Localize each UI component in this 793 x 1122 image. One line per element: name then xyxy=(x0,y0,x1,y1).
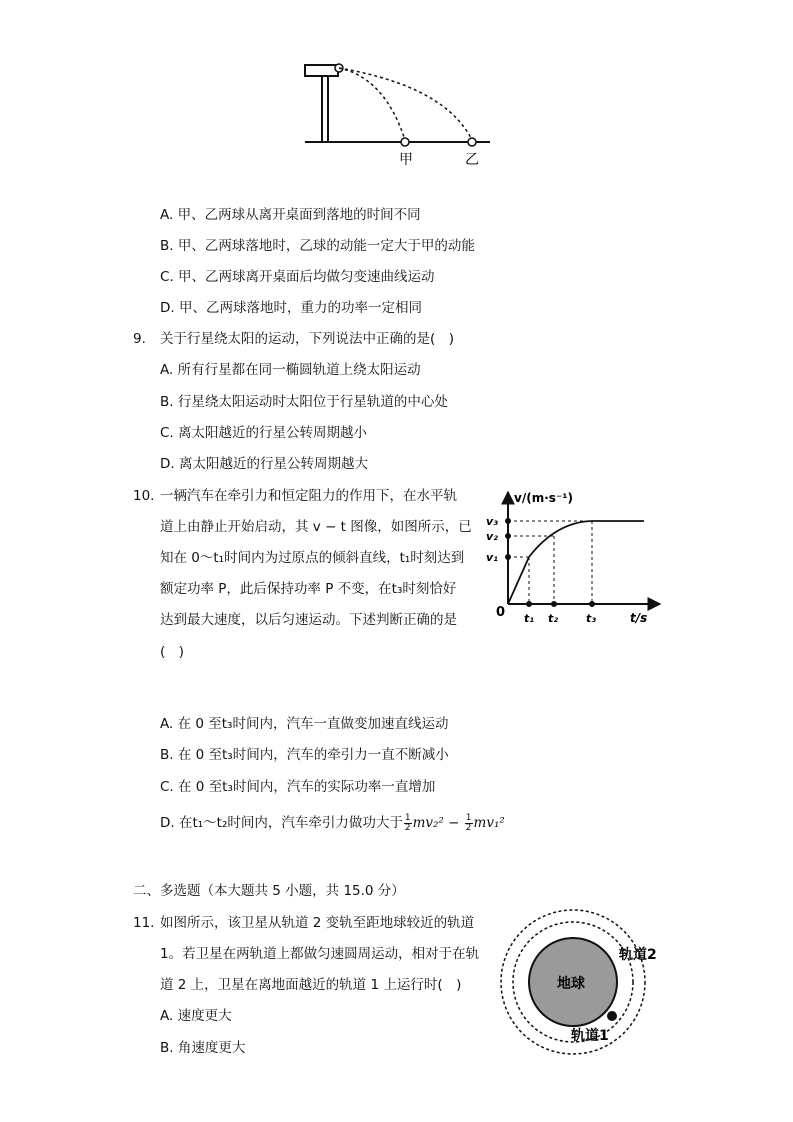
dot-t3 xyxy=(589,601,595,607)
vt-curve xyxy=(508,521,644,604)
q9-stem: 关于行星绕太阳的运动，下列说法中正确的是( ) xyxy=(160,331,455,347)
fraction-half: $\frac{1}{2}$ xyxy=(404,812,411,833)
label-t2: t₂ xyxy=(548,612,559,625)
q11-option-a: A. 速度更大 xyxy=(160,1008,232,1024)
q8-option-c: C. 甲、乙两球离开桌面后均做匀变速曲线运动 xyxy=(160,269,435,285)
term-mv2: mv₂² xyxy=(412,815,444,831)
q10-stem-line: 达到最大速度，以后匀速运动。下述判断正确的是 xyxy=(160,612,457,628)
label-t3: t₃ xyxy=(586,612,597,625)
q9-option-d: D. 离太阳越近的行星公转周期越大 xyxy=(160,456,368,472)
table-top xyxy=(305,65,338,76)
label-v3: v₃ xyxy=(486,515,498,528)
satellite-icon xyxy=(607,1011,617,1021)
q10-option-b: B. 在 0 至t₃时间内，汽车的牵引力一直不断减小 xyxy=(160,747,449,763)
q11-number: 11. xyxy=(133,915,155,931)
x-axis-label: t/s xyxy=(630,611,648,625)
orbit2-label: 轨道2 xyxy=(619,947,657,963)
table-projectile-figure xyxy=(295,58,495,170)
fraction-half: $\frac{1}{2}$ xyxy=(465,812,472,833)
q11-stem-line: 如图所示，该卫星从轨道 2 变轨至距地球较近的轨道 xyxy=(160,915,475,931)
dot-v1 xyxy=(505,554,511,560)
q11-option-b: B. 角速度更大 xyxy=(160,1040,246,1056)
q10-stem-line: 道上由静止开始启动，其 v − t 图像，如图所示，已 xyxy=(160,519,472,535)
q10-stem-line: 额定功率 P，此后保持功率 P 不变，在t₃时刻恰好 xyxy=(160,581,457,597)
q10-option-c: C. 在 0 至t₃时间内，汽车的实际功率一直增加 xyxy=(160,779,436,795)
dot-t2 xyxy=(551,601,557,607)
ball-jia xyxy=(401,138,409,146)
earth-label: 地球 xyxy=(557,976,585,992)
term-mv1: mv₁² xyxy=(473,815,505,831)
label-t1: t₁ xyxy=(524,612,535,625)
q11-stem-line: 道 2 上，卫星在离地面越近的轨道 1 上运行时( ) xyxy=(160,977,462,993)
label-v1: v₁ xyxy=(486,551,498,564)
ball-yi xyxy=(468,138,476,146)
label-v2: v₂ xyxy=(486,530,498,543)
q9-option-b: B. 行星绕太阳运动时太阳位于行星轨道的中心处 xyxy=(160,394,448,410)
q9-option-a: A. 所有行星都在同一椭圆轨道上绕太阳运动 xyxy=(160,362,421,378)
dot-v2 xyxy=(505,533,511,539)
vt-graph xyxy=(484,486,664,628)
label-jia: 甲 xyxy=(399,152,413,168)
dot-t1 xyxy=(526,601,532,607)
q11-stem-line: 1。若卫星在两轨道上都做匀速圆周运动，相对于在轨 xyxy=(160,946,480,962)
q8-option-d: D. 甲、乙两球落地时，重力的功率一定相同 xyxy=(160,300,422,316)
q9-number: 9. xyxy=(133,331,146,347)
trajectory-yi xyxy=(339,68,472,140)
y-axis-label: v/(m·s⁻¹) xyxy=(514,491,573,505)
dot-v3 xyxy=(505,518,511,524)
origin-label: 0 xyxy=(496,605,506,620)
minus-sign: − xyxy=(443,815,464,831)
q10-option-d xyxy=(160,813,505,833)
q10-option-d-prefix: D. 在t₁～t₂时间内，汽车牵引力做功大于 xyxy=(160,815,403,831)
trajectory-jia xyxy=(339,68,405,140)
orbit1-label: 轨道1 xyxy=(571,1028,609,1044)
q10-stem-line: ( ) xyxy=(160,644,185,660)
q10-stem-line: 知在 0～t₁时间内为过原点的倾斜直线，t₁时刻达到 xyxy=(160,550,465,566)
q10-option-a: A. 在 0 至t₃时间内，汽车一直做变加速直线运动 xyxy=(160,716,449,732)
q9-option-c: C. 离太阳越近的行星公转周期越小 xyxy=(160,425,368,441)
label-yi: 乙 xyxy=(465,152,479,168)
q8-option-b: B. 甲、乙两球落地时，乙球的动能一定大于甲的动能 xyxy=(160,238,475,254)
q10-stem-line: 一辆汽车在牵引力和恒定阻力的作用下，在水平轨 xyxy=(160,488,457,504)
orbit-figure xyxy=(495,906,695,1058)
section-title: 二、多选题（本大题共 5 小题，共 15.0 分） xyxy=(133,883,405,899)
q10-number: 10. xyxy=(133,488,155,504)
q8-option-a: A. 甲、乙两球从离开桌面到落地的时间不同 xyxy=(160,207,421,223)
